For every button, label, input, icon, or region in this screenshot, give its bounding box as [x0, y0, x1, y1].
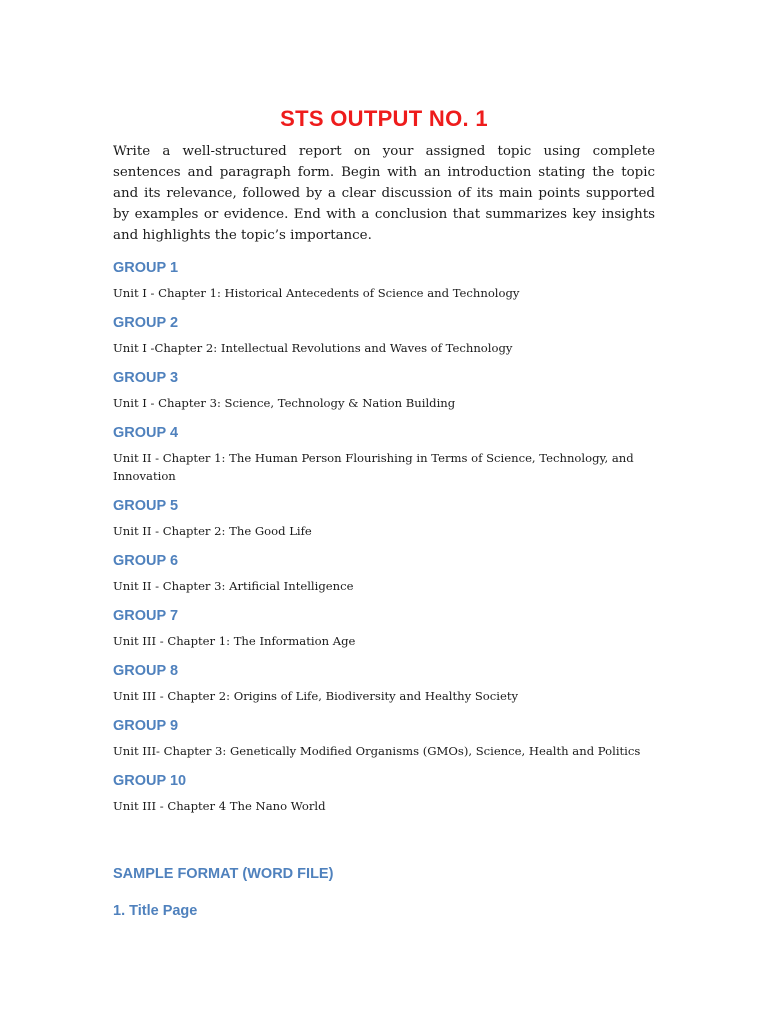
group-heading: GROUP 9	[113, 718, 179, 734]
group-topic: Unit III- Chapter 3: Genetically Modified Organisms (GMOs), Science, Health and Politics	[113, 744, 641, 758]
group-topic: Unit III - Chapter 2: Origins of Life, Biodiversity and Healthy Society	[113, 689, 519, 703]
group-item	[113, 552, 655, 595]
group-heading: GROUP 1	[113, 260, 179, 276]
group-item	[113, 497, 655, 540]
sample-format-heading: SAMPLE FORMAT (WORD FILE)	[113, 866, 334, 882]
group-topic: Unit I - Chapter 3: Science, Technology & Nation Building	[113, 396, 456, 410]
group-heading: GROUP 6	[113, 553, 179, 569]
group-item	[113, 772, 655, 815]
group-item	[113, 717, 655, 760]
group-topic: Unit I - Chapter 1: Historical Antecedents of Science and Technology	[113, 286, 520, 300]
group-item	[113, 369, 655, 412]
group-item	[113, 314, 655, 357]
group-list	[113, 259, 655, 827]
group-item	[113, 424, 655, 485]
group-item	[113, 662, 655, 705]
group-heading: GROUP 5	[113, 498, 179, 514]
group-heading: GROUP 7	[113, 608, 179, 624]
title-page-heading: 1. Title Page	[113, 903, 198, 919]
group-topic: Unit II - Chapter 2: The Good Life	[113, 524, 312, 538]
group-heading: GROUP 3	[113, 370, 179, 386]
group-topic: Unit I -Chapter 2: Intellectual Revolutions and Waves of Technology	[113, 341, 513, 355]
group-topic: Unit II - Chapter 1: The Human Person Flourishing in Terms of Science, Technology, and Innovation	[113, 451, 634, 483]
page-title: STS OUTPUT NO. 1	[280, 106, 488, 131]
group-item	[113, 259, 655, 302]
group-heading: GROUP 2	[113, 315, 179, 331]
group-topic: Unit II - Chapter 3: Artificial Intelligence	[113, 579, 354, 593]
group-topic: Unit III - Chapter 1: The Information Age	[113, 634, 356, 648]
group-item	[113, 607, 655, 650]
group-heading: GROUP 4	[113, 425, 179, 441]
intro-paragraph: Write a well-structured report on your assigned topic using complete sentences and paragraph form. Begin with an introduction stating the topic and its relevance, followed by a clear discussion of its main points supported by examples or evidence. End with a conclusion that summarizes key insights and highlights the topic’s importance.	[113, 144, 655, 243]
group-topic: Unit III - Chapter 4 The Nano World	[113, 799, 326, 813]
group-heading: GROUP 10	[113, 773, 187, 789]
group-heading: GROUP 8	[113, 663, 179, 679]
